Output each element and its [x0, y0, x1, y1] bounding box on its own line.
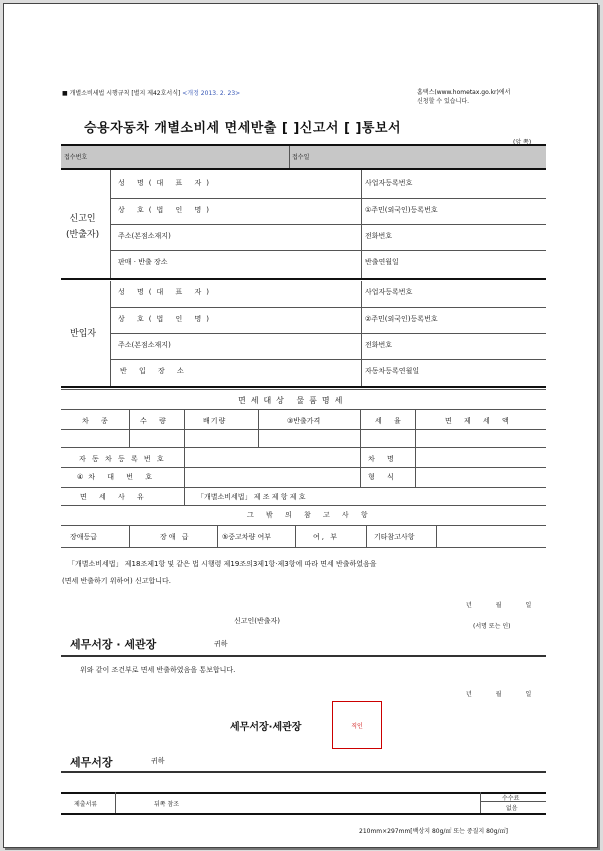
other-disability-grade: 장애등급 — [70, 533, 98, 541]
importer-import-place-label: 반 입 장 소 — [120, 367, 189, 375]
other-ref-label: 기타참고사항 — [374, 533, 415, 541]
importer-resident-no-label: ②주민(외국인)등록번호 — [365, 315, 438, 323]
form-page — [3, 3, 598, 848]
notice-year-label: 년 — [466, 691, 472, 698]
official-seal-box — [332, 701, 382, 749]
hometax-note-line1: 홈택스(www.hometax.go.kr)에서 — [417, 89, 511, 96]
goods-section-title: 면세대상 물품명세 — [238, 396, 348, 405]
goods-chassis-label: ④차 대 번 호 — [77, 473, 157, 481]
form-title: 승용자동차 개별소비세 면세반출 [ ]신고서 [ ]통보서 — [84, 121, 402, 136]
form-ref-text: ■ 개별소비세법 시행규칙 [별지 제42호서식] — [62, 90, 181, 97]
goods-col-cc: 배기량 — [203, 417, 227, 425]
recipient-honorific: 귀하 — [214, 640, 228, 648]
declarant-name-label: 성 명(대 표 자) — [118, 179, 214, 187]
goods-reason-label: 면 세 사 유 — [80, 493, 149, 501]
importer-label: 반입자 — [70, 329, 97, 339]
importer-biz-no-label: 사업자등록번호 — [365, 288, 413, 296]
receipt-date-label: 접수일 — [292, 154, 310, 161]
sign-note: (서명 또는 인) — [473, 623, 511, 630]
day-label: 일 — [525, 602, 532, 609]
importer-phone-label: 전화번호 — [365, 341, 393, 349]
importer-name-label: 성 명(대 표 자) — [118, 288, 214, 296]
year-label: 년 — [466, 602, 472, 609]
other-disability-type: 장애 급 — [160, 533, 191, 541]
goods-col-qty: 수 량 — [140, 417, 171, 425]
declarant-label: 신고인 — [69, 214, 96, 224]
declarant-section — [66, 211, 99, 243]
statement-line2: (면세 반출하기 위하여) 신고합니다. — [62, 577, 172, 585]
recipient-title: 세무서장 · 세관장 — [70, 638, 157, 651]
importer-trade-name-label: 상 호(법 인 명) — [118, 315, 214, 323]
paper-size-note: 210mm×297mm[백상지 80g/㎡ 또는 중질지 80g/㎡] — [359, 828, 508, 835]
attachments-label: 제출서류 — [74, 801, 98, 808]
goods-col-tax: 세 율 — [375, 417, 406, 425]
declarant-address-label: 주소(본점소재지) — [118, 232, 171, 240]
statement-line1: 「개별소비세법」 제18조제1항 및 같은 법 시행령 제19조의3제1항·제3항에 따라 면세 반출하였음을 — [68, 560, 377, 568]
notice-office-title: 세무서장·세관장 — [230, 722, 302, 733]
declarant-sign-label: 신고인(반출자) — [234, 617, 281, 625]
seal-label: 직인 — [351, 722, 363, 730]
revision-date: <개정 2013. 2. 23> — [182, 90, 241, 97]
importer-address-label: 주소(본점소재지) — [118, 341, 171, 349]
other-used-car: ⑤중고차량 여부 — [222, 533, 272, 541]
declarant-sublabel: (반출자) — [66, 230, 100, 240]
importer-reg-date-label: 자동차등록연월일 — [365, 367, 420, 375]
goods-col-price: ③반출가격 — [287, 417, 321, 425]
hometax-notice — [417, 88, 510, 106]
goods-reg-no-label: 자 동 차 등 록 번 호 — [79, 455, 166, 463]
notice-day-label: 일 — [525, 691, 532, 698]
other-section-title: 그 밖 의 참 고 사 항 — [247, 511, 373, 519]
notice-recipient: 세무서장 — [70, 756, 113, 769]
receipt-number-label: 접수번호 — [64, 154, 88, 161]
fee-value: 없음 — [506, 805, 518, 812]
declarant-biz-no-label: 사업자등록번호 — [365, 179, 413, 187]
hometax-note-line2: 신청할 수 있습니다. — [417, 98, 470, 105]
declarant-trade-name-label: 상 호(법 인 명) — [118, 206, 214, 214]
notice-date — [466, 689, 531, 698]
goods-col-model: 차 종 — [82, 417, 113, 425]
form-reference — [62, 88, 240, 97]
month-label: 월 — [495, 602, 502, 609]
declarant-resident-no-label: ①주민(외국인)등록번호 — [365, 206, 438, 214]
declarant-ship-date-label: 반출연월일 — [365, 258, 399, 266]
goods-reason-value: 「개별소비세법」 제 조 제 항 제 호 — [197, 493, 306, 501]
declarant-phone-label: 전화번호 — [365, 232, 393, 240]
attachments-value: 뒤쪽 참조 — [154, 801, 180, 808]
other-yes-no: 여, 부 — [313, 533, 339, 541]
declarant-sale-place-label: 판매 · 반출 장소 — [118, 258, 168, 266]
goods-car-name-label: 차 명 — [368, 455, 399, 463]
goods-col-exempt: 면 제 세 액 — [445, 417, 514, 425]
notice-text: 위와 같이 조건부로 면세 반출하였음을 통보합니다. — [80, 666, 236, 674]
page-side-label: (앞 쪽) — [513, 139, 532, 146]
notice-honorific: 귀하 — [151, 757, 165, 765]
fee-label: 수수료 — [502, 795, 520, 802]
notice-month-label: 월 — [495, 691, 502, 698]
goods-type-label: 형 식 — [368, 473, 399, 481]
declare-date — [466, 600, 531, 609]
